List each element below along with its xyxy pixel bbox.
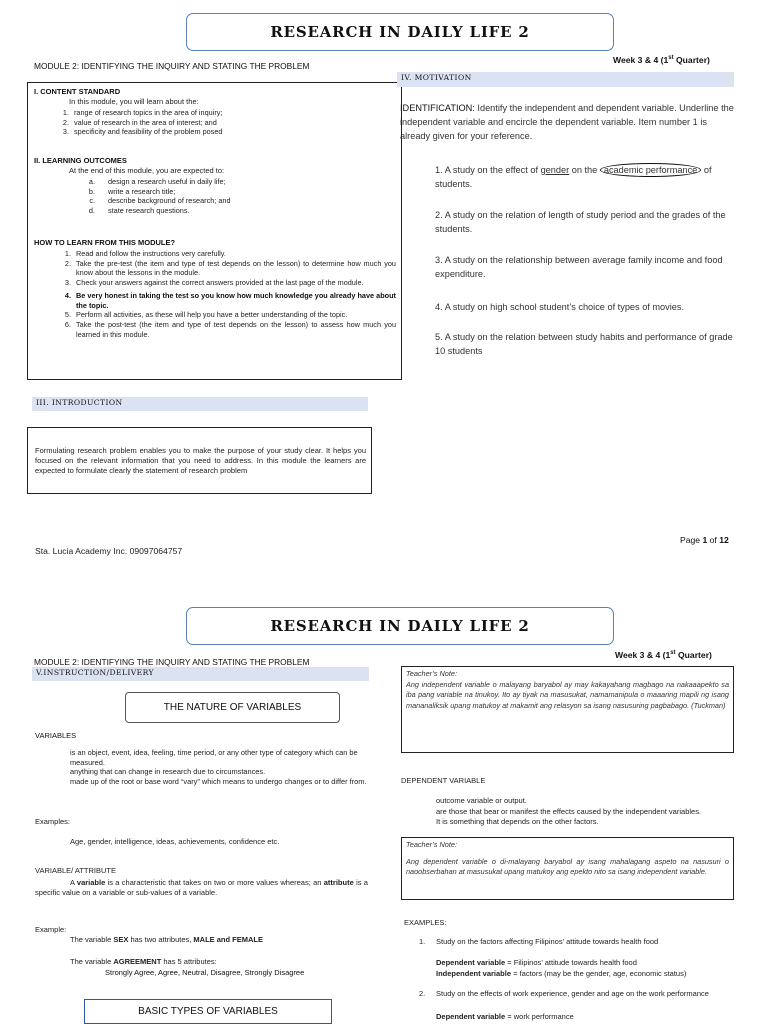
page1-week-label: Week 3 & 4 (1st Quarter) bbox=[613, 55, 710, 65]
content-standard-heading: I. CONTENT STANDARD bbox=[34, 87, 121, 96]
nature-of-variables-title: THE NATURE OF VARIABLES bbox=[163, 702, 302, 713]
dependent-variable-definitions bbox=[436, 796, 736, 828]
list-item: d. state research questions. bbox=[88, 206, 190, 216]
examples-heading: Examples: bbox=[35, 817, 71, 826]
variables-definitions bbox=[70, 748, 370, 786]
agreement-example: The variable AGREEMENT has 5 attributes: bbox=[70, 957, 217, 966]
example-heading: Example: bbox=[35, 925, 67, 934]
page1-title-box bbox=[186, 13, 614, 51]
page1-title: RESEARCH IN DAILY LIFE 2 bbox=[270, 23, 530, 41]
page1-module-heading: MODULE 2: IDENTIFYING THE INQUIRY AND STATING THE PROBLEM bbox=[34, 61, 310, 71]
list-item: 4. Be very honest in taking the test so you know how much knowledge you already have about the topic. bbox=[64, 290, 396, 310]
learning-outcomes-heading: II. LEARNING OUTCOMES bbox=[34, 156, 127, 165]
introduction-text: Formulating research problem enables you to make the purpose of your study clear. It helps you focused on the relevant information that you need to address. In this module the learners are expected to formulate clearly the statement of research problem bbox=[35, 446, 366, 475]
page1-footer-contact: Sta. Lucia Academy Inc. 09097064757 bbox=[35, 546, 183, 556]
question-4: 4. A study on high school student’s choice of types of movies. bbox=[435, 302, 685, 312]
motivation-band: IV. MOTIVATION bbox=[397, 72, 734, 87]
page2-week-label: Week 3 & 4 (1st Quarter) bbox=[615, 650, 712, 660]
teacher-note-2-text: Ang dependent variable o di-malayang baryabol ay isang mahalagang aspeto na nasusuri o naoobserbahan at masusukat upang matukoy ang epekto nito sa isang independent variable. bbox=[406, 857, 729, 877]
example-1-independent: Independent variable = factors (may be the gender, age, economic status) bbox=[436, 969, 687, 978]
variables-line: is an object, event, idea, feeling, time period, or any other type of category which can be measured. bbox=[70, 748, 358, 767]
teacher-note-1-label: Teacher’s Note: bbox=[406, 669, 457, 678]
learning-outcomes-intro: At the end of this module, you are expected to: bbox=[69, 166, 225, 175]
list-item: 1. range of research topics in the area of inquiry; bbox=[62, 108, 223, 117]
identification-instructions bbox=[400, 101, 734, 143]
example-2-dependent: Dependent variable = work performance bbox=[436, 1012, 574, 1021]
examples-text: Age, gender, intelligence, ideas, achievements, confidence etc. bbox=[70, 837, 280, 846]
list-item: 5. Perform all activities, as these will help you have a better understanding of the topic. bbox=[64, 310, 348, 320]
variables-heading: VARIABLES bbox=[35, 731, 77, 740]
identification-label: IDENTIFICATION: bbox=[400, 103, 475, 113]
dependent-line: It is something that depends on the other factors. bbox=[436, 817, 599, 826]
page2-title-box bbox=[186, 607, 614, 645]
question-3: 3. A study on the relationship between average family income and food expenditure. bbox=[435, 255, 723, 279]
agreement-attributes: Strongly Agree, Agree, Neutral, Disagree, Strongly Disagree bbox=[105, 968, 305, 977]
introduction-box bbox=[27, 427, 372, 494]
basic-types-title: BASIC TYPES OF VARIABLES bbox=[138, 1006, 278, 1017]
variable-attribute-text: A variable is a characteristic that takes on two or more values whereas; an attribute is a specific value on a variable or sub-values of a variable. bbox=[35, 878, 368, 897]
question-1: 1. A study on the effect of gender on the academic performance of students. bbox=[435, 165, 712, 189]
list-item: 1. Read and follow the instructions very carefully. bbox=[64, 249, 226, 258]
how-to-learn-heading: HOW TO LEARN FROM THIS MODULE? bbox=[34, 238, 176, 247]
example-1-dependent: Dependent variable = Filipinos’ attitude towards health food bbox=[436, 958, 637, 967]
teacher-note-1-text: Ang independent variable o malayang baryabol ay may kakayahang magbago na nakaaapekto sa iba pang variable na tinukoy. Ito ay tiyak na masusukat, namamanipula o maaaring mapili ng isang mananaliksik upang matukoy at makamit ang relasyon sa isang nasusuring pagbabago. (Tuckman) bbox=[406, 680, 729, 710]
dependent-variable-heading: DEPENDENT VARIABLE bbox=[401, 776, 486, 785]
example-2-number: 2. bbox=[419, 989, 426, 998]
question-5: 5. A study on the relation between study habits and performance of grade 10 students bbox=[435, 332, 733, 356]
list-item: c. describe background of research; and bbox=[89, 196, 231, 206]
instruction-band: V.INSTRUCTION/DELIVERY bbox=[32, 667, 369, 681]
question-2: 2. A study on the relation of length of study period and the grades of the students. bbox=[435, 210, 726, 234]
example-2-text: Study on the effects of work experience, gender and age on the work performance bbox=[436, 989, 709, 998]
teacher-note-2 bbox=[401, 837, 734, 900]
example-1-number: 1. bbox=[419, 937, 426, 946]
page2-title: RESEARCH IN DAILY LIFE 2 bbox=[270, 617, 530, 635]
list-item: b. write a research title; bbox=[88, 186, 176, 196]
list-item: 6. Take the post-test (the item and type of test depends on the lesson) to assess how much you learned in this module. bbox=[64, 319, 396, 339]
list-item: 3. specificity and feasibility of the problem posed bbox=[62, 127, 223, 137]
teacher-note-1 bbox=[401, 666, 734, 753]
how-to-learn-list bbox=[62, 249, 396, 339]
page1-page-number: Page 1 of 12 bbox=[680, 535, 729, 545]
list-item: 3. Check your answers against the correct answers provided at the last page of the module. bbox=[64, 278, 364, 288]
variables-line: anything that can change in research due to circumstances. bbox=[70, 767, 266, 776]
learning-outcomes-list bbox=[78, 177, 378, 216]
list-item: 2. Take the pre-test (the item and type of test depends on the lesson) to determine how much you know about the lessons in the module. bbox=[64, 258, 396, 278]
identification-text: Identify the independent and dependent variable. Underline the independent variable and encircle the dependent variable. Item number 1 is already given for your reference. bbox=[400, 103, 734, 141]
page1-content-box bbox=[27, 82, 402, 380]
content-standard-list bbox=[60, 108, 390, 137]
content-standard-intro: In this module, you will learn about the: bbox=[69, 97, 199, 106]
list-item: a. design a research useful in daily life; bbox=[88, 177, 226, 186]
variables-line: made up of the root or base word “vary” which means to undergo changes or to differ from. bbox=[70, 776, 367, 786]
nature-of-variables-box bbox=[125, 692, 340, 723]
basic-types-box bbox=[84, 999, 332, 1024]
teacher-note-2-label: Teacher’s Note: bbox=[406, 840, 457, 849]
introduction-band: III. INTRODUCTION bbox=[32, 397, 368, 411]
sex-example: The variable SEX has two attributes, MALE and FEMALE bbox=[70, 935, 264, 944]
example-1-text: Study on the factors affecting Filipinos’ attitude towards health food bbox=[436, 937, 659, 946]
underlined-independent: gender bbox=[540, 165, 570, 175]
dependent-line: are those that bear or manifest the effects caused by the independent variables. bbox=[436, 806, 702, 816]
variable-attribute-heading: VARIABLE/ ATTRIBUTE bbox=[35, 866, 116, 875]
circled-dependent: academic performance bbox=[600, 163, 701, 177]
page2-module-heading: MODULE 2: IDENTIFYING THE INQUIRY AND STATING THE PROBLEM bbox=[34, 657, 310, 667]
list-item: 2. value of research in the area of interest; and bbox=[62, 117, 217, 127]
dependent-line: outcome variable or output. bbox=[436, 796, 527, 805]
examples2-heading: EXAMPLES: bbox=[404, 918, 447, 927]
